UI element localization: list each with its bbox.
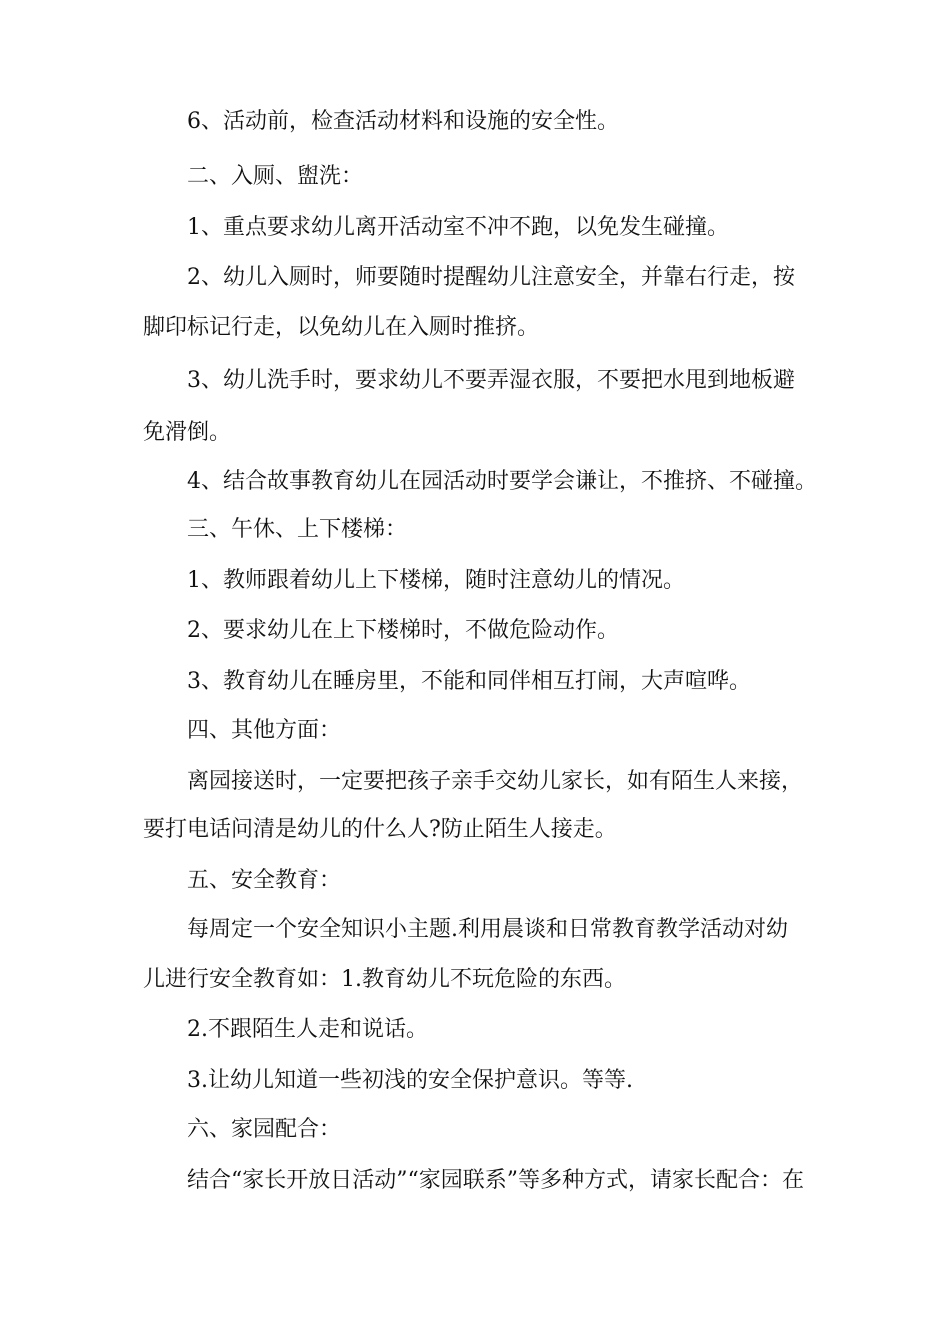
section-heading-other: 四、其他方面： — [187, 718, 342, 743]
paragraph-home-school: 结合“家长开放日活动”“家园联系”等多种方式，请家长配合：在 — [187, 1168, 804, 1193]
list-item-toilet-1: 1、重点要求幼儿离开活动室不冲不跑，以免发生碰撞。 — [187, 215, 729, 240]
section-heading-home-school: 六、家园配合： — [187, 1117, 342, 1142]
list-item-stairs-3: 3、教育幼儿在睡房里，不能和同伴相互打闹，大声喧哗。 — [187, 669, 751, 694]
paragraph-safety-education: 每周定一个安全知识小主题.利用晨谈和日常教育教学活动对幼 — [187, 917, 788, 942]
list-item-stairs-1: 1、教师跟着幼儿上下楼梯，随时注意幼儿的情况。 — [187, 568, 685, 593]
section-heading-safety-education: 五、安全教育： — [187, 868, 342, 893]
paragraph-pickup-continued: 要打电话问清是幼儿的什么人?防止陌生人接走。 — [143, 817, 617, 842]
list-item-safety-3: 3.让幼儿知道一些初浅的安全保护意识。等等. — [187, 1068, 633, 1093]
paragraph-pickup: 离园接送时，一定要把孩子亲手交幼儿家长，如有陌生人来接， — [187, 769, 804, 794]
list-item-activity-6: 6、活动前，检查活动材料和设施的安全性。 — [187, 109, 619, 134]
list-item-toilet-2-continued: 脚印标记行走，以免幼儿在入厕时推挤。 — [143, 315, 540, 340]
list-item-toilet-3-continued: 免滑倒。 — [143, 420, 232, 445]
list-item-toilet-4: 4、结合故事教育幼儿在园活动时要学会谦让，不推挤、不碰撞。 — [187, 469, 817, 494]
list-item-safety-2: 2.不跟陌生人走和说话。 — [187, 1017, 428, 1042]
section-heading-toilet-washing: 二、入厕、盥洗： — [187, 164, 364, 189]
list-item-stairs-2: 2、要求幼儿在上下楼梯时，不做危险动作。 — [187, 618, 619, 643]
section-heading-nap-stairs: 三、午休、上下楼梯： — [187, 517, 408, 542]
paragraph-safety-education-continued: 儿进行安全教育如：1.教育幼儿不玩危险的东西。 — [143, 967, 626, 992]
list-item-toilet-3: 3、幼儿洗手时，要求幼儿不要弄湿衣服，不要把水甩到地板避 — [187, 368, 795, 393]
list-item-toilet-2: 2、幼儿入厕时，师要随时提醒幼儿注意安全，并靠右行走，按 — [187, 265, 795, 290]
